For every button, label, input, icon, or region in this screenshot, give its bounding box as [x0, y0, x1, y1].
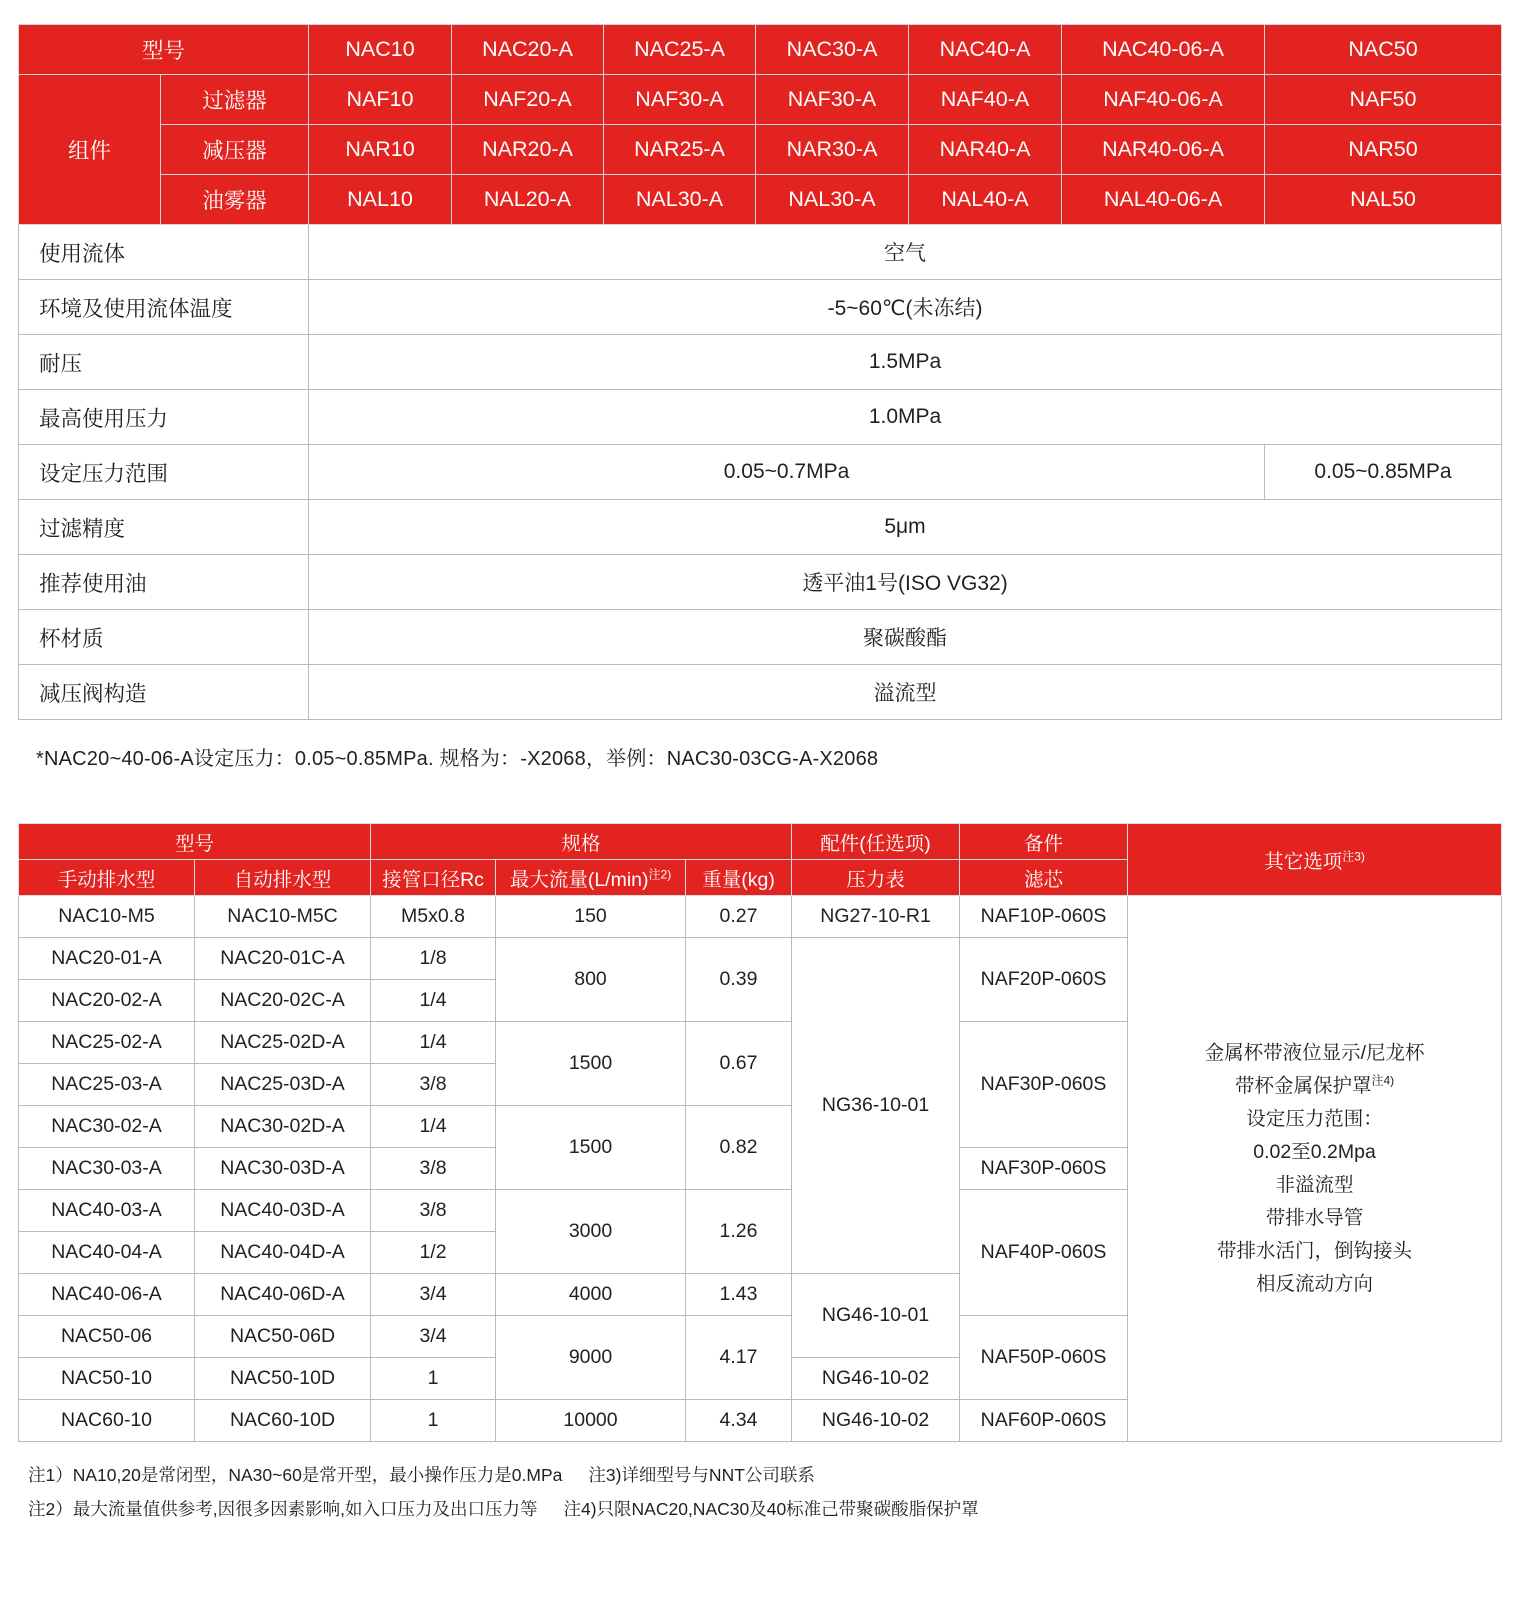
option-line: 相反流动方向 [1256, 1272, 1374, 1295]
component-label: 减压器 [161, 125, 309, 175]
cell-port-size: 1/4 [371, 980, 496, 1022]
option-line-text: 带杯金属保护罩 [1234, 1074, 1372, 1097]
option-line: 非溢流型 [1275, 1173, 1354, 1196]
cell-manual-model: NAC50-10 [19, 1358, 195, 1400]
cell-max-flow: 3000 [496, 1190, 686, 1274]
component-value: NAF40-A [909, 75, 1062, 125]
component-row-regulator [19, 125, 1502, 175]
spec-row-pressure-range [19, 445, 1502, 500]
max-flow-text: 最大流量(L/min) [509, 868, 649, 891]
model-header-row [19, 25, 1502, 75]
spec-value: 溢流型 [309, 665, 1502, 720]
group-header-spec: 规格 [371, 824, 792, 860]
col-header-max-flow [496, 860, 686, 896]
spec-value-alt: 0.05~0.85MPa [1265, 445, 1502, 500]
cell-manual-model: NAC40-04-A [19, 1232, 195, 1274]
component-value: NAL10 [309, 175, 452, 225]
cell-element: NAF60P-060S [960, 1400, 1128, 1442]
spec-row [19, 610, 1502, 665]
footnote-line-1 [28, 1458, 1501, 1492]
component-value: NAF50 [1265, 75, 1502, 125]
component-value: NAL40-06-A [1062, 175, 1265, 225]
group-header-accessory: 配件(任选项) [792, 824, 960, 860]
component-value: NAR20-A [452, 125, 604, 175]
cell-element: NAF20P-060S [960, 938, 1128, 1022]
option-line: 带排水导管 [1265, 1206, 1364, 1229]
spec-row [19, 500, 1502, 555]
cell-auto-model: NAC40-04D-A [195, 1232, 371, 1274]
cell-manual-model: NAC20-01-A [19, 938, 195, 980]
cell-port-size: 3/8 [371, 1148, 496, 1190]
col-header-gauge: 压力表 [792, 860, 960, 896]
cell-auto-model: NAC40-06D-A [195, 1274, 371, 1316]
cell-max-flow: 1500 [496, 1106, 686, 1190]
col-header-port-size: 接管口径Rc [371, 860, 496, 896]
option-line: 设定压力范围： [1246, 1107, 1383, 1130]
component-value: NAF20-A [452, 75, 604, 125]
spec-value: 5μm [309, 500, 1502, 555]
other-options-superscript: 注3) [1342, 849, 1365, 863]
cell-gauge: NG46-10-02 [792, 1358, 960, 1400]
col-header-element: 滤芯 [960, 860, 1128, 896]
cell-other-options [1128, 896, 1502, 1442]
cell-manual-model: NAC25-03-A [19, 1064, 195, 1106]
cell-manual-model: NAC60-10 [19, 1400, 195, 1442]
component-row-filter [19, 75, 1502, 125]
component-value: NAR30-A [756, 125, 909, 175]
model-cell: NAC30-A [756, 25, 909, 75]
cell-weight: 0.39 [686, 938, 792, 1022]
specification-table [18, 24, 1502, 720]
group-header-model: 型号 [19, 824, 371, 860]
model-header-label: 型号 [19, 25, 309, 75]
option-line: 金属杯带液位显示/尼龙杯 [1204, 1041, 1425, 1064]
spec-row [19, 665, 1502, 720]
cell-max-flow: 1500 [496, 1022, 686, 1106]
spec-label: 设定压力范围 [19, 445, 309, 500]
cell-manual-model: NAC40-03-A [19, 1190, 195, 1232]
spec-value: 1.0MPa [309, 390, 1502, 445]
footnote-3: 注3)详细型号与NNT公司联系 [588, 1465, 815, 1485]
component-value: NAL50 [1265, 175, 1502, 225]
model-cell: NAC40-A [909, 25, 1062, 75]
component-value: NAL20-A [452, 175, 604, 225]
spec-label: 过滤精度 [19, 500, 309, 555]
cell-port-size: 3/8 [371, 1190, 496, 1232]
component-value: NAL40-A [909, 175, 1062, 225]
cell-port-size: 1/8 [371, 938, 496, 980]
cell-port-size: 1/4 [371, 1022, 496, 1064]
cell-weight: 4.17 [686, 1316, 792, 1400]
cell-max-flow: 10000 [496, 1400, 686, 1442]
cell-element: NAF40P-060S [960, 1190, 1128, 1316]
model-selection-table [18, 823, 1502, 1442]
cell-element: NAF30P-060S [960, 1148, 1128, 1190]
spec-value: -5~60℃(未冻结) [309, 280, 1502, 335]
cell-auto-model: NAC20-01C-A [195, 938, 371, 980]
cell-manual-model: NAC20-02-A [19, 980, 195, 1022]
spec-value: 透平油1号(ISO VG32) [309, 555, 1502, 610]
cell-auto-model: NAC60-10D [195, 1400, 371, 1442]
cell-port-size: 3/8 [371, 1064, 496, 1106]
cell-auto-model: NAC40-03D-A [195, 1190, 371, 1232]
cell-manual-model: NAC25-02-A [19, 1022, 195, 1064]
cell-auto-model: NAC30-03D-A [195, 1148, 371, 1190]
model-cell: NAC10 [309, 25, 452, 75]
cell-port-size: 1 [371, 1358, 496, 1400]
cell-weight: 1.26 [686, 1190, 792, 1274]
model-table-footnotes [28, 1458, 1501, 1526]
col-header-manual-drain: 手动排水型 [19, 860, 195, 896]
spec-label: 减压阀构造 [19, 665, 309, 720]
cell-max-flow: 9000 [496, 1316, 686, 1400]
spec-value: 1.5MPa [309, 335, 1502, 390]
cell-auto-model: NAC50-10D [195, 1358, 371, 1400]
model-cell: NAC25-A [604, 25, 756, 75]
spec-label: 耐压 [19, 335, 309, 390]
cell-auto-model: NAC20-02C-A [195, 980, 371, 1022]
cell-auto-model: NAC30-02D-A [195, 1106, 371, 1148]
cell-element: NAF50P-060S [960, 1316, 1128, 1400]
cell-port-size: 3/4 [371, 1274, 496, 1316]
cell-weight: 0.27 [686, 896, 792, 938]
cell-max-flow: 4000 [496, 1274, 686, 1316]
cell-manual-model: NAC30-02-A [19, 1106, 195, 1148]
spec-row [19, 555, 1502, 610]
cell-port-size: 3/4 [371, 1316, 496, 1358]
spec-label: 使用流体 [19, 225, 309, 280]
component-value: NAR10 [309, 125, 452, 175]
spec-value: 0.05~0.7MPa [309, 445, 1265, 500]
cell-manual-model: NAC30-03-A [19, 1148, 195, 1190]
cell-element: NAF10P-060S [960, 896, 1128, 938]
cell-auto-model: NAC10-M5C [195, 896, 371, 938]
spec-row [19, 280, 1502, 335]
cell-weight: 4.34 [686, 1400, 792, 1442]
cell-gauge: NG36-10-01 [792, 938, 960, 1274]
footnote-4: 注4)只限NAC20,NAC30及40标准己带聚碳酸脂保护罩 [563, 1499, 979, 1519]
cell-manual-model: NAC10-M5 [19, 896, 195, 938]
cell-element: NAF30P-060S [960, 1022, 1128, 1148]
component-value: NAF40-06-A [1062, 75, 1265, 125]
model-cell: NAC20-A [452, 25, 604, 75]
footnote-line-2 [28, 1492, 1501, 1526]
group-header-row [19, 824, 1502, 860]
group-header-other-options [1128, 824, 1502, 896]
option-line: 0.02至0.2Mpa [1253, 1140, 1376, 1163]
col-header-weight: 重量(kg) [686, 860, 792, 896]
table-row [19, 896, 1502, 938]
other-options-text: 其它选项 [1264, 850, 1343, 873]
cell-max-flow: 150 [496, 896, 686, 938]
cell-manual-model: NAC50-06 [19, 1316, 195, 1358]
spec-row [19, 390, 1502, 445]
spec-row [19, 335, 1502, 390]
option-superscript: 注4) [1371, 1073, 1395, 1087]
cell-auto-model: NAC50-06D [195, 1316, 371, 1358]
component-value: NAR25-A [604, 125, 756, 175]
component-value: NAL30-A [604, 175, 756, 225]
model-cell: NAC50 [1265, 25, 1502, 75]
spec-label: 推荐使用油 [19, 555, 309, 610]
spec-label: 杯材质 [19, 610, 309, 665]
component-value: NAR40-A [909, 125, 1062, 175]
component-label: 油雾器 [161, 175, 309, 225]
component-value: NAF30-A [604, 75, 756, 125]
option-line [1138, 1070, 1491, 1103]
component-group-label: 组件 [19, 75, 161, 225]
footnote-2: 注2）最大流量值供参考,因很多因素影响,如入口压力及出口压力等 [28, 1499, 538, 1519]
cell-weight: 0.67 [686, 1022, 792, 1106]
spec-label: 最高使用压力 [19, 390, 309, 445]
cell-gauge: NG27-10-R1 [792, 896, 960, 938]
group-header-spare: 备件 [960, 824, 1128, 860]
cell-port-size: 1/4 [371, 1106, 496, 1148]
cell-port-size: M5x0.8 [371, 896, 496, 938]
col-header-auto-drain: 自动排水型 [195, 860, 371, 896]
cell-gauge: NG46-10-02 [792, 1400, 960, 1442]
component-label: 过滤器 [161, 75, 309, 125]
cell-manual-model: NAC40-06-A [19, 1274, 195, 1316]
cell-port-size: 1 [371, 1400, 496, 1442]
component-value: NAF10 [309, 75, 452, 125]
spec-table-footnote: *NAC20~40-06-A设定压力：0.05~0.85MPa. 规格为：-X2068，举例：NAC30-03CG-A-X2068 [36, 748, 879, 770]
footnote-1: 注1）NA10,20是常闭型，NA30~60是常开型，最小操作压力是0.MPa [28, 1465, 563, 1485]
cell-weight: 1.43 [686, 1274, 792, 1316]
cell-auto-model: NAC25-02D-A [195, 1022, 371, 1064]
cell-weight: 0.82 [686, 1106, 792, 1190]
option-line: 带排水活门，倒钩接头 [1217, 1239, 1413, 1262]
cell-max-flow: 800 [496, 938, 686, 1022]
spec-label: 环境及使用流体温度 [19, 280, 309, 335]
max-flow-superscript: 注2) [648, 867, 672, 881]
component-row-lubricator [19, 175, 1502, 225]
cell-gauge: NG46-10-01 [792, 1274, 960, 1358]
spec-value: 聚碳酸酯 [309, 610, 1502, 665]
spec-row [19, 225, 1502, 280]
component-value: NAF30-A [756, 75, 909, 125]
model-cell: NAC40-06-A [1062, 25, 1265, 75]
component-value: NAR40-06-A [1062, 125, 1265, 175]
cell-auto-model: NAC25-03D-A [195, 1064, 371, 1106]
component-value: NAR50 [1265, 125, 1502, 175]
cell-port-size: 1/2 [371, 1232, 496, 1274]
component-value: NAL30-A [756, 175, 909, 225]
spec-value: 空气 [309, 225, 1502, 280]
